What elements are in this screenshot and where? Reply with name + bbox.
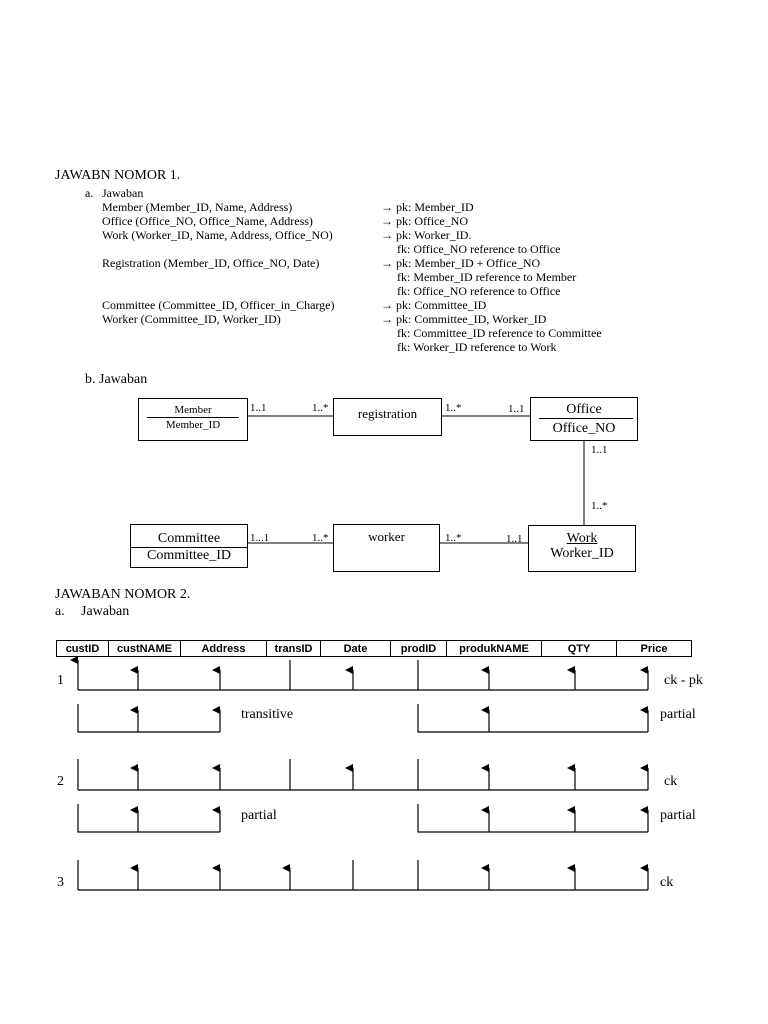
row-2b-right-label: partial	[660, 808, 696, 823]
part-a-heading: Jawaban	[102, 186, 144, 200]
relation-worker-fk1: fk: Committee_ID reference to Committee	[397, 326, 602, 340]
column-header-custid: custID	[56, 640, 109, 657]
section2-title: JAWABAN NOMOR 2.	[55, 587, 191, 602]
row-2b-left-label: partial	[241, 808, 277, 823]
row-1b-right-label: partial	[660, 707, 696, 722]
mult-worker-right: 1..*	[445, 532, 462, 544]
relation-committee: Committee (Committee_ID, Officer_in_Charge)	[102, 298, 335, 312]
mult-office-left: 1..1	[508, 403, 525, 415]
mult-work-left: 1..1	[506, 533, 523, 545]
mult-worker-left: 1..*	[312, 532, 329, 544]
row-2-label: ck	[664, 774, 678, 789]
column-header-qty: QTY	[541, 640, 617, 657]
entity-office-name: Office	[566, 402, 602, 417]
entity-office-attr: Office_NO	[552, 421, 616, 436]
entity-committee-name: Committee	[157, 531, 221, 546]
relation-member-pk: → pk: Member_ID	[381, 200, 474, 214]
column-header-transid: transID	[266, 640, 321, 657]
section2-part-a-heading: Jawaban	[81, 604, 130, 619]
relation-office-pk: → pk: Office_NO	[381, 214, 469, 228]
column-header-prodid: prodID	[390, 640, 447, 657]
row-3-number: 3	[57, 875, 64, 890]
mult-office-down: 1..1	[591, 444, 608, 456]
column-header-produkname: produkNAME	[446, 640, 542, 657]
column-header-price: Price	[616, 640, 692, 657]
row-1b-left-label: transitive	[241, 707, 294, 722]
section2-part-a-marker: a.	[55, 604, 65, 619]
column-header-custname: custNAME	[108, 640, 181, 657]
row-1-number: 1	[57, 673, 64, 688]
entity-committee-attr: Committee_ID	[147, 548, 231, 563]
row-1-label: ck - pk	[664, 673, 703, 688]
relation-registration-fk1: fk: Member_ID reference to Member	[397, 270, 577, 284]
relation-member: Member (Member_ID, Name, Address)	[102, 200, 293, 214]
relation-worker: Worker (Committee_ID, Worker_ID)	[102, 312, 281, 326]
relation-registration-pk: → pk: Member_ID + Office_NO	[381, 256, 541, 270]
mult-work-up: 1..*	[591, 500, 608, 512]
relation-office: Office (Office_NO, Office_Name, Address)	[102, 214, 313, 228]
relation-work-pk: → pk: Worker_ID.	[381, 228, 472, 242]
mult-registration-left: 1..*	[312, 402, 329, 414]
section1-title: JAWABN NOMOR 1.	[55, 168, 181, 183]
part-a-marker: a.	[85, 186, 94, 200]
relation-committee-pk: → pk: Committee_ID	[381, 298, 487, 312]
row-3-label: ck	[660, 875, 674, 890]
relation-worker-fk2: fk: Worker_ID reference to Work	[397, 340, 557, 354]
column-header-address: Address	[180, 640, 267, 657]
relation-work: Work (Worker_ID, Name, Address, Office_NO)	[102, 228, 333, 242]
relation-registration: Registration (Member_ID, Office_NO, Date)	[102, 256, 320, 270]
part-b-heading: b. Jawaban	[85, 372, 148, 387]
entity-member-attr: Member_ID	[165, 419, 221, 431]
relation-registration-fk2: fk: Office_NO reference to Office	[397, 284, 561, 298]
entity-member-name: Member	[174, 404, 212, 416]
mult-committee-right: 1...1	[250, 532, 270, 544]
entity-work-attr: Worker_ID	[550, 546, 614, 561]
relation-worker-pk: → pk: Committee_ID, Worker_ID	[381, 312, 547, 326]
column-header-date: Date	[320, 640, 391, 657]
relation-work-fk: fk: Office_NO reference to Office	[397, 242, 561, 256]
mult-registration-right: 1..*	[445, 402, 462, 414]
row-2-number: 2	[57, 774, 64, 789]
mult-member-left: 1..1	[250, 402, 267, 414]
entity-worker-name: worker	[368, 529, 405, 544]
entity-registration-name: registration	[357, 406, 418, 421]
entity-work-name: Work	[566, 531, 598, 546]
